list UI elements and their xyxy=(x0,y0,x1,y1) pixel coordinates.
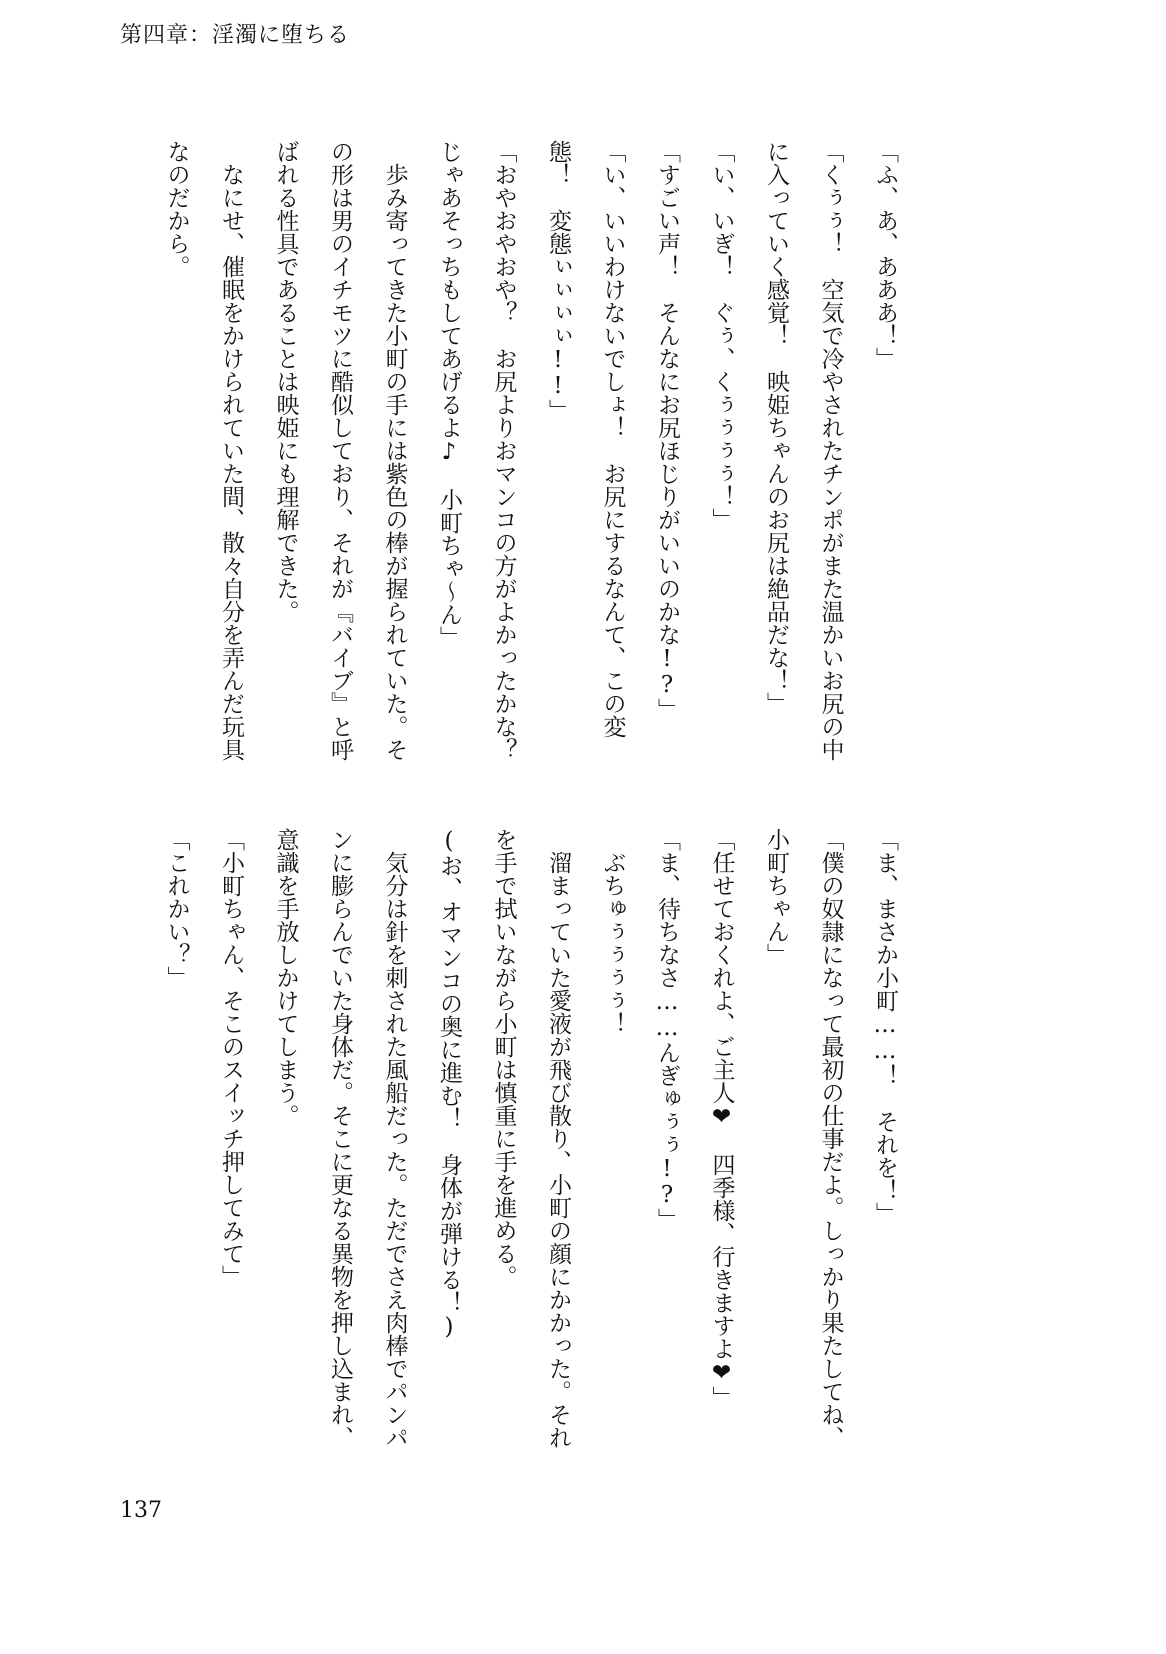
text-line: じゃあそっちもしてあげるよ♪ 小町ちゃ～ん」 xyxy=(436,140,462,649)
text-line: 「僕の奴隷になって最初の仕事だよ。しっかり果たしてね、 xyxy=(817,828,844,1449)
text-line: 意識を手放しかけてしまう。 xyxy=(272,828,299,1127)
text-line: を手で拭いながら小町は慎重に手を進める。 xyxy=(490,828,517,1288)
text-line: 気分は針を刺された風船だった。ただでさえ肉棒でパンパ xyxy=(381,828,408,1449)
text-line: 態！ 変態ぃぃぃぃ!!」 xyxy=(545,140,571,422)
text-line: 「おやおやおや？ お尻よりおマンコの方がよかったかな？ xyxy=(490,140,517,761)
text-block-bottom xyxy=(149,828,912,1478)
text-line: 小町ちゃん」 xyxy=(763,828,789,966)
text-line: 「小町ちゃん、そこのスイッチ押してみて」 xyxy=(218,828,244,1288)
text-line: 「任せておくれよ、ご主人❤ 四季様、行きますよ❤」 xyxy=(708,828,735,1409)
text-line: ばれる性具であることは映姫にも理解できた。 xyxy=(272,140,299,623)
text-line: 溜まっていた愛液が飛び散り、小町の顔にかかった。それ xyxy=(545,828,571,1449)
chapter-title: 第四章：淫濁に堕ちる xyxy=(120,23,351,48)
text-line: の形は男のイチモツに酷似しており、それが『バイブ』と呼 xyxy=(327,140,353,761)
text-line: ぶちゅぅぅぅぅ！ xyxy=(599,828,626,1035)
text-line: 「ま、待ちなさ……んぎゅぅぅ!?」 xyxy=(654,828,680,1231)
text-line: 「くぅぅ！ 空気で冷やされたチンポがまた温かいお尻の中 xyxy=(817,140,844,761)
page-number: 137 xyxy=(120,1498,162,1523)
text-line: 「ふ、あ、あああ！」 xyxy=(872,140,898,370)
text-block-top xyxy=(149,140,912,790)
text-line: に入っていく感覚！ 映姫ちゃんのお尻は絶品だな！」 xyxy=(763,140,789,715)
text-line: なのだから。 xyxy=(163,140,190,278)
text-line: 歩み寄ってきた小町の手には紫色の棒が握られていた。そ xyxy=(381,140,408,761)
text-line: 「これかい？」 xyxy=(163,828,190,989)
text-line: 「すごい声！ そんなにお尻ほじりがいいのかな!?」 xyxy=(654,140,680,721)
text-line: (お、オマンコの奥に進む！ 身体が弾ける！) xyxy=(436,828,462,1340)
text-line: 「ま、まさか小町……！ それを！」 xyxy=(872,828,898,1225)
text-line: 「い、いいわけないでしょ！ お尻にするなんて、この変 xyxy=(599,140,626,738)
text-line: なにせ、催眠をかけられていた間、散々自分を弄んだ玩具 xyxy=(218,140,244,761)
text-line: ンに膨らんでいた身体だ。そこに更なる異物を押し込まれ、 xyxy=(327,828,353,1449)
text-line: 「い、いぎ！ ぐぅ、くぅぅぅぅ！」 xyxy=(708,140,735,531)
